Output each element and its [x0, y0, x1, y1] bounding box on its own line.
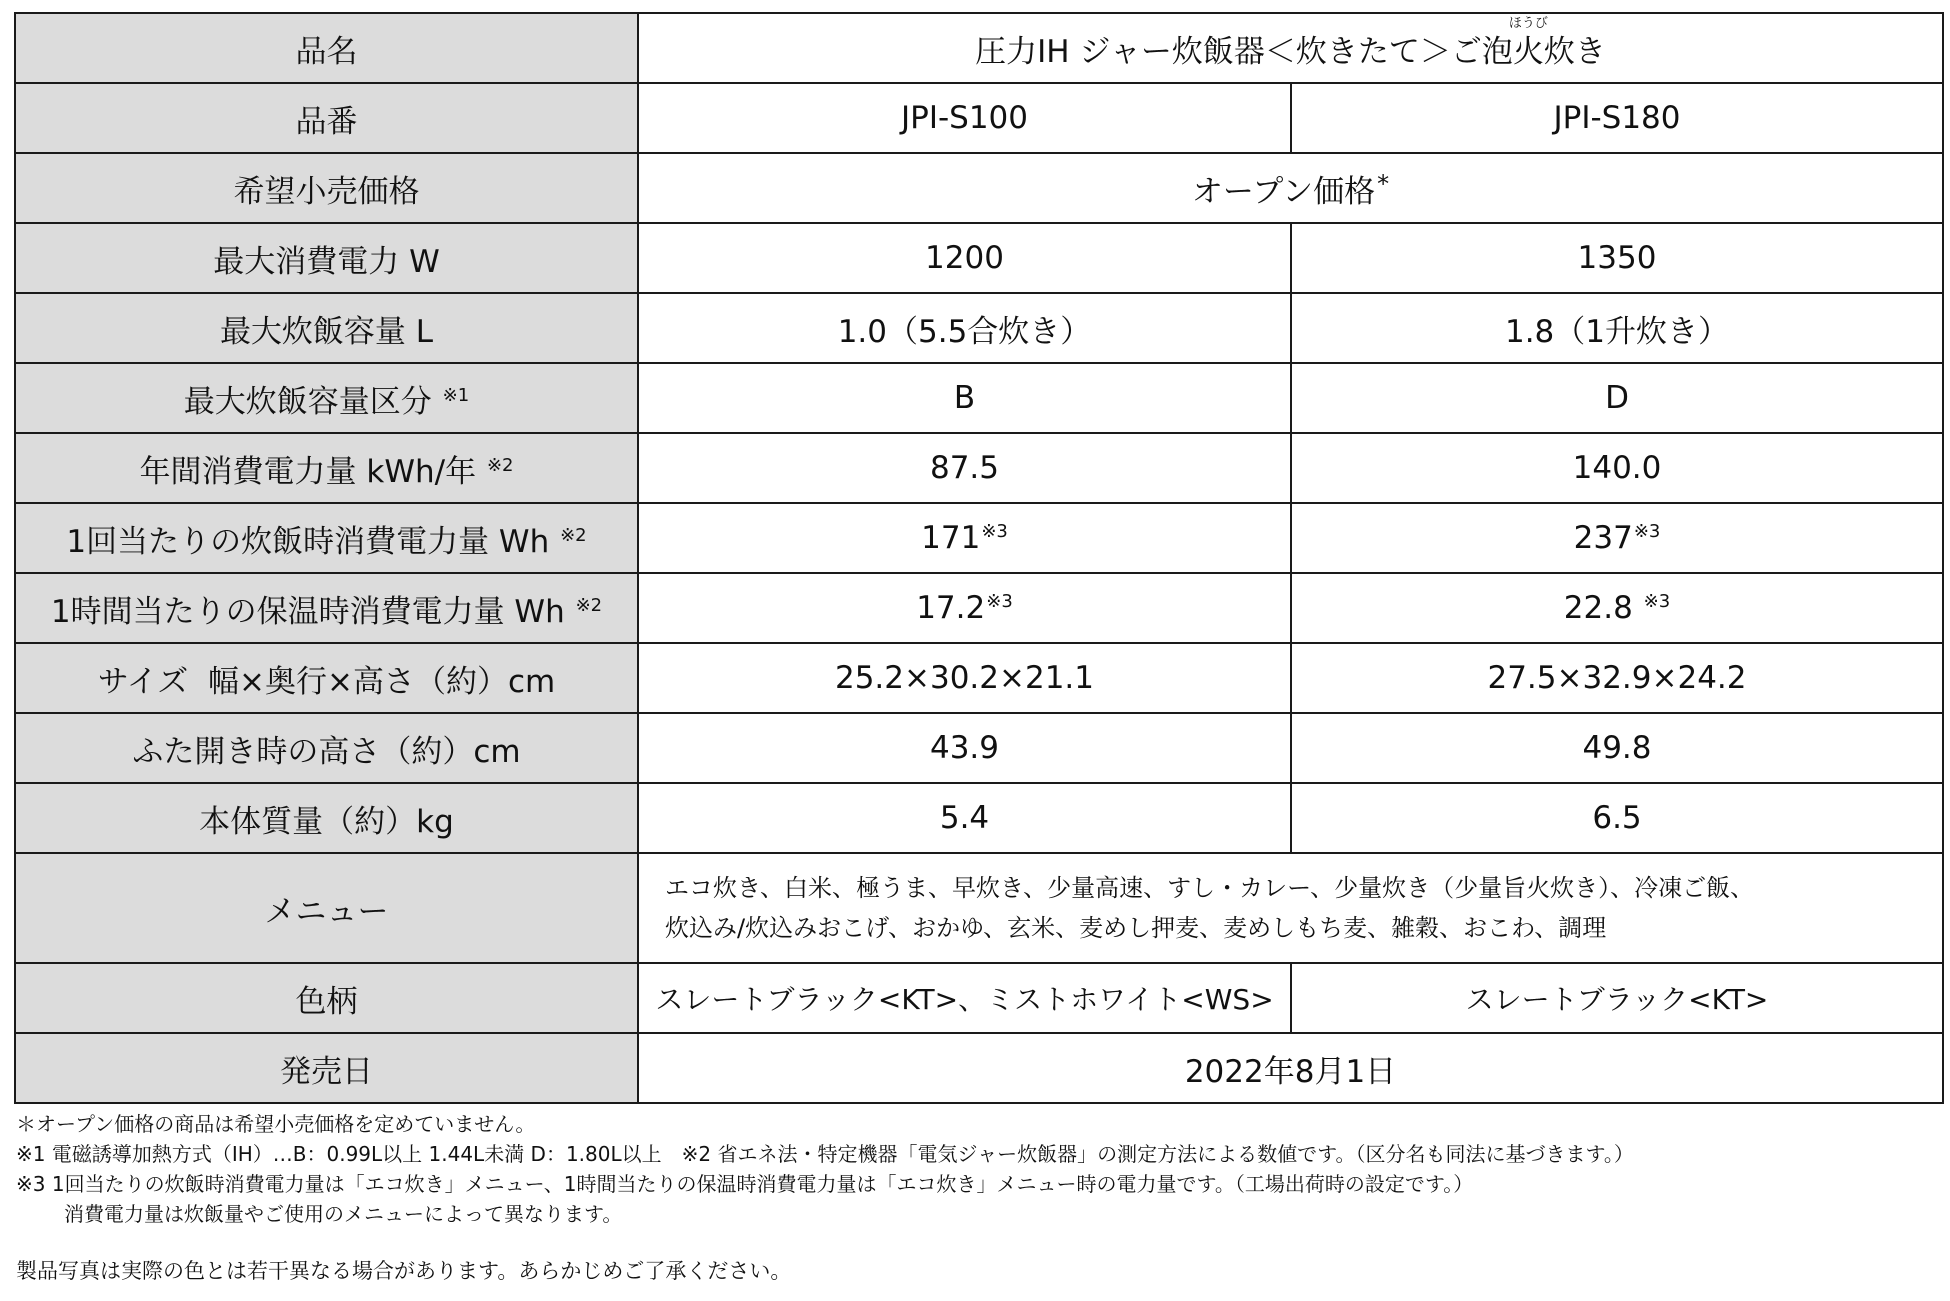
- energy-per-hour-label: [15, 573, 638, 643]
- menu-label: メニュー: [15, 853, 638, 963]
- footnote-3-continued: 消費電力量は炊飯量やご使用のメニューによって異なります。: [64, 1202, 623, 1226]
- energy-per-hour-b: [1291, 573, 1943, 643]
- row-release-date: [15, 1033, 1943, 1103]
- energy-per-cook-b-value: 237: [1573, 520, 1633, 556]
- open-height-label: ふた開き時の高さ（約）cm: [15, 713, 638, 783]
- row-product-name: [15, 13, 1943, 83]
- energy-per-hour-b-value: 22.8: [1563, 590, 1643, 626]
- footnote-3: ※3 1回当たりの炊飯時消費電力量は「エコ炊き」メニュー、1時間当たりの保温時消費電力量は「エコ炊き」メニュー時の電力量です。（工場出荷時の設定です。）: [16, 1172, 1474, 1196]
- energy-per-hour-text: 1時間当たりの保温時消費電力量 Wh: [50, 593, 565, 630]
- energy-per-hour-a-note: ※3: [986, 591, 1013, 612]
- weight-a: 5.4: [638, 783, 1291, 853]
- energy-per-cook-a: [638, 503, 1291, 573]
- retail-price-text: オープン価格: [1191, 173, 1376, 210]
- weight-b: 6.5: [1291, 783, 1943, 853]
- model-number-label: 品番: [15, 83, 638, 153]
- max-power-a: 1200: [638, 223, 1291, 293]
- row-max-power: [15, 223, 1943, 293]
- row-model-number: [15, 83, 1943, 153]
- product-name-label: 品名: [15, 13, 638, 83]
- capacity-category-a: B: [638, 363, 1291, 433]
- color-a: スレートブラック<KT>、ミストホワイト<WS>: [638, 963, 1291, 1033]
- weight-label: 本体質量（約）kg: [15, 783, 638, 853]
- product-name-value: [638, 13, 1943, 83]
- color-label: 色柄: [15, 963, 638, 1033]
- product-name-suffix: 炊き: [1543, 33, 1606, 70]
- annual-energy-b: 140.0: [1291, 433, 1943, 503]
- energy-per-hour-a: [638, 573, 1291, 643]
- energy-per-cook-a-value: 171: [921, 520, 981, 556]
- annual-energy-note: ※2: [486, 454, 514, 476]
- max-capacity-a: 1.0（5.5合炊き）: [638, 293, 1291, 363]
- annual-energy-label: [15, 433, 638, 503]
- capacity-category-label: [15, 363, 638, 433]
- energy-per-hour-b-note: ※3: [1643, 591, 1671, 612]
- row-size: [15, 643, 1943, 713]
- capacity-category-b: D: [1291, 363, 1943, 433]
- energy-per-hour-a-value: 17.2: [916, 590, 986, 626]
- row-menu: [15, 853, 1943, 963]
- annual-energy-text: 年間消費電力量 kWh/年: [139, 453, 477, 490]
- row-open-height: [15, 713, 1943, 783]
- retail-price-value: [638, 153, 1943, 223]
- menu-value: [638, 853, 1943, 963]
- row-weight: [15, 783, 1943, 853]
- energy-per-cook-label: [15, 503, 638, 573]
- energy-per-cook-a-note: ※3: [981, 521, 1008, 542]
- size-a: 25.2×30.2×21.1: [638, 643, 1291, 713]
- ruby-char: [1508, 15, 1548, 71]
- open-height-a: 43.9: [638, 713, 1291, 783]
- model-number-b: JPI-S180: [1291, 83, 1943, 153]
- row-color: [15, 963, 1943, 1033]
- row-energy-per-hour: [15, 573, 1943, 643]
- footnote-1-2: ※1 電磁誘導加熱方式（IH）…B：0.99L以上 1.44L未満 D：1.80L以上 ※2 省エネ法・特定機器「電気ジャー炊飯器」の測定方法による数値です。（区分名も同法に基づきます。）: [16, 1142, 1634, 1166]
- retail-price-label: 希望小売価格: [15, 153, 638, 223]
- energy-per-hour-note: ※2: [575, 594, 603, 616]
- row-annual-energy: [15, 433, 1943, 503]
- max-power-label: 最大消費電力 W: [15, 223, 638, 293]
- max-capacity-label: 最大炊飯容量 L: [15, 293, 638, 363]
- size-label: サイズ 幅×奥行×高さ（約）cm: [15, 643, 638, 713]
- capacity-category-text: 最大炊飯容量区分: [183, 383, 432, 420]
- open-height-b: 49.8: [1291, 713, 1943, 783]
- color-b: スレートブラック<KT>: [1291, 963, 1943, 1033]
- max-power-b: 1350: [1291, 223, 1943, 293]
- energy-per-cook-note: ※2: [560, 524, 587, 546]
- release-date-value: 2022年8月1日: [638, 1033, 1943, 1103]
- row-max-capacity: [15, 293, 1943, 363]
- row-retail-price: [15, 153, 1943, 223]
- menu-line-2: 炊込み/炊込みおこげ、おかゆ、玄米、麦めし押麦、麦めしもち麦、雑穀、おこわ、調理: [665, 914, 1607, 942]
- size-b: 27.5×32.9×24.2: [1291, 643, 1943, 713]
- model-number-a: JPI-S100: [638, 83, 1291, 153]
- energy-per-cook-b: [1291, 503, 1943, 573]
- release-date-label: 発売日: [15, 1033, 638, 1103]
- footnotes: [16, 1109, 1634, 1229]
- menu-line-1: エコ炊き、白米、極うま、早炊き、少量高速、すし・カレー、少量炊き（少量旨火炊き）、冷凍ご飯、: [665, 874, 1755, 902]
- annual-energy-a: 87.5: [638, 433, 1291, 503]
- photo-disclaimer: 製品写真は実際の色とは若干異なる場合があります。あらかじめご了承ください。: [16, 1259, 792, 1283]
- energy-per-cook-b-note: ※3: [1633, 521, 1661, 542]
- row-energy-per-cook: [15, 503, 1943, 573]
- footnote-open-price: ＊オープン価格の商品は希望小売価格を定めていません。: [16, 1112, 536, 1136]
- energy-per-cook-text: 1回当たりの炊飯時消費電力量 Wh: [66, 523, 550, 560]
- product-name-text: 圧力IH ジャー炊飯器＜炊きたて＞ご泡: [975, 33, 1513, 70]
- max-capacity-b: 1.8（1升炊き）: [1291, 293, 1943, 363]
- ruby-base: 火: [1512, 33, 1544, 70]
- ruby-reading: ほうび: [1508, 15, 1548, 31]
- row-capacity-category: [15, 363, 1943, 433]
- spec-table: [14, 12, 1944, 1104]
- retail-price-mark: *: [1377, 169, 1390, 198]
- capacity-category-note: ※1: [442, 384, 470, 406]
